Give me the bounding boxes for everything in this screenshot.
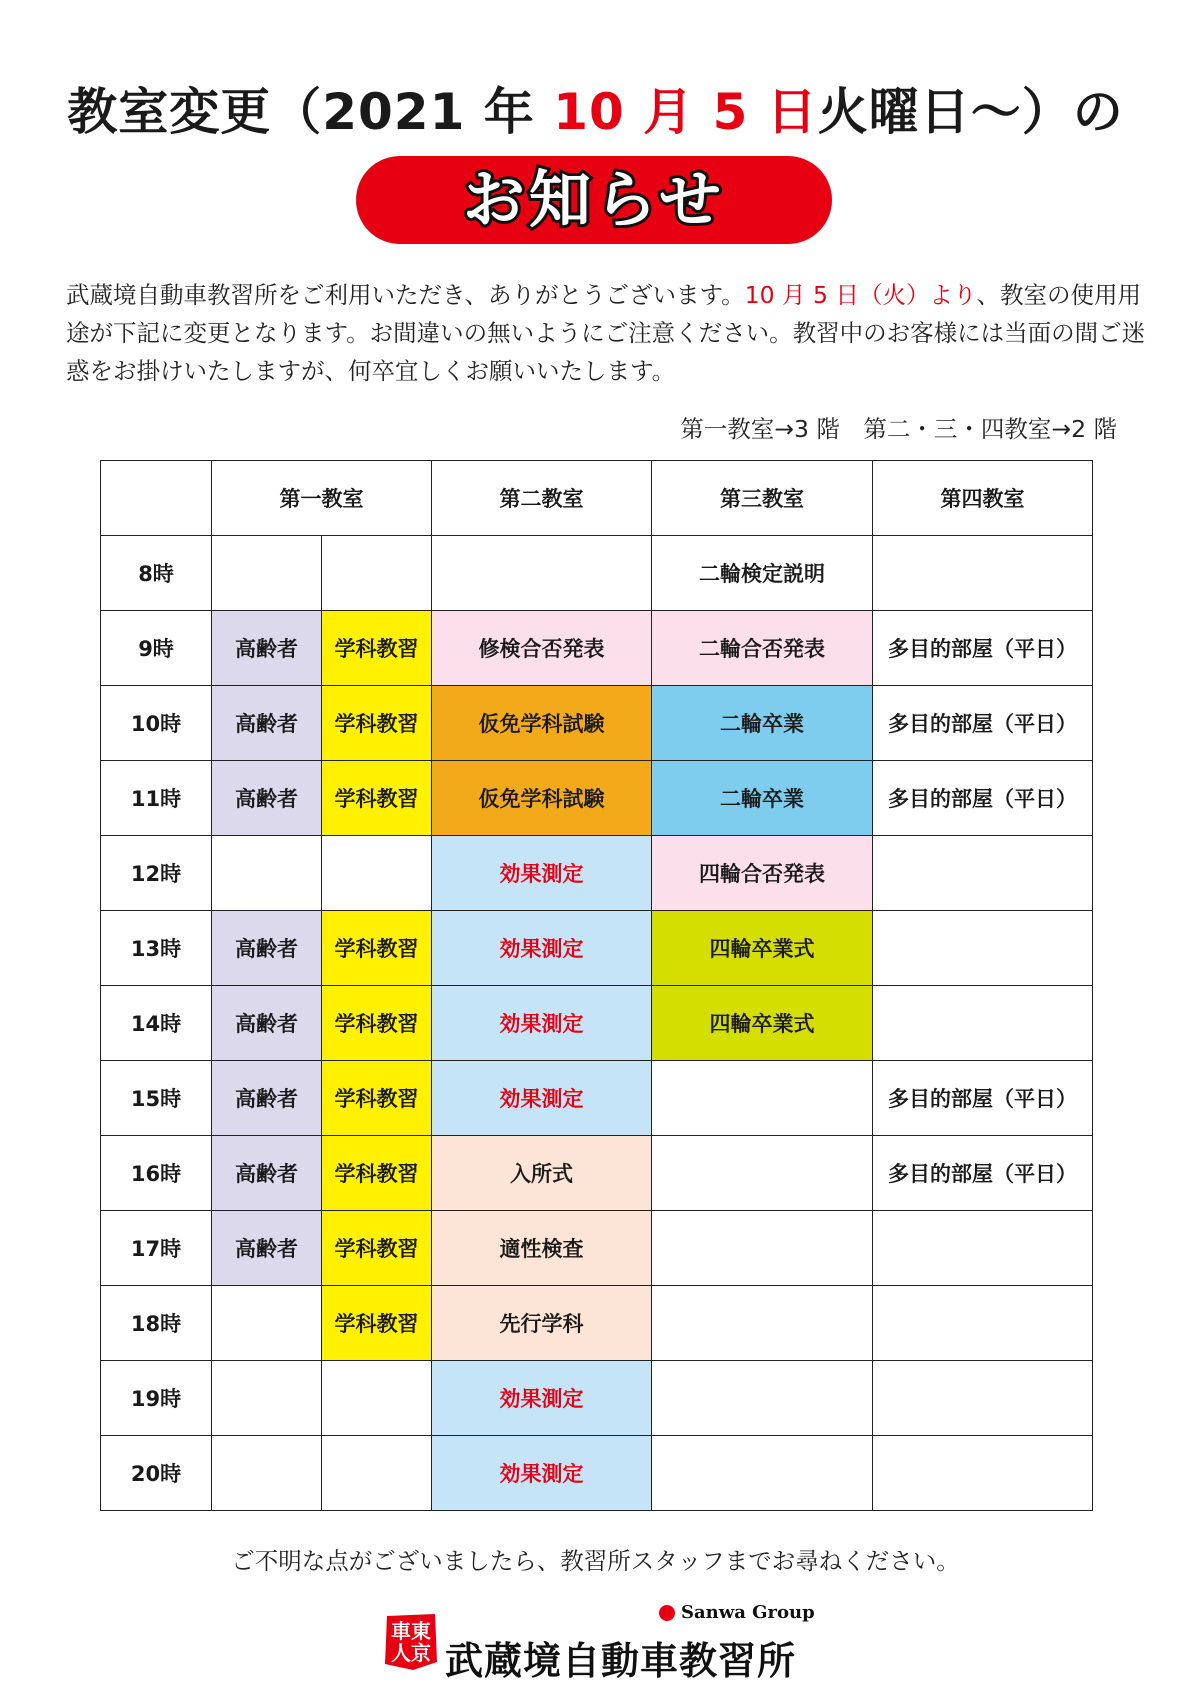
school-logo	[383, 1602, 823, 1683]
table-row	[101, 536, 1093, 611]
room-3-cell	[652, 1436, 873, 1511]
intro-text-1: 武蔵境自動車教習所をご利用いただき、ありがとうございます。	[66, 281, 745, 309]
sanwa-group	[659, 1602, 815, 1623]
floor-note: 第一教室→3 階 第二・三・四教室→2 階	[680, 415, 1117, 443]
room-3-cell: 二輪卒業	[652, 686, 873, 761]
room-2-cell: 適性検査	[432, 1211, 652, 1286]
room-1-a-cell	[212, 836, 322, 911]
room-1-b-cell	[322, 536, 432, 611]
room-2-cell: 仮免学科試験	[432, 686, 652, 761]
room-1-a-cell: 高齢者	[212, 1136, 322, 1211]
notice-badge-label: お知らせ	[462, 163, 726, 236]
table-row	[101, 611, 1093, 686]
room-2-cell: 効果測定	[432, 1436, 652, 1511]
room-3-cell	[652, 1061, 873, 1136]
room-1-b-cell: 学科教習	[322, 1211, 432, 1286]
schedule-table	[100, 460, 1093, 1511]
room-4-cell	[873, 836, 1093, 911]
room-1-b-cell	[322, 1436, 432, 1511]
room-3-cell: 四輪卒業式	[652, 986, 873, 1061]
table-row	[101, 911, 1093, 986]
title-date: 10 月 5 日	[553, 83, 818, 141]
room-2-cell: 修検合否発表	[432, 611, 652, 686]
room-1-a-cell: 高齢者	[212, 1211, 322, 1286]
room-4-cell	[873, 1436, 1093, 1511]
table-header-row	[101, 461, 1093, 536]
room-1-b-cell: 学科教習	[322, 1136, 432, 1211]
time-cell: 17時	[101, 1211, 212, 1286]
room-1-a-cell: 高齢者	[212, 686, 322, 761]
time-cell: 18時	[101, 1286, 212, 1361]
page-title	[0, 80, 1191, 144]
room-4-cell	[873, 536, 1093, 611]
room-1-b-cell: 学科教習	[322, 1061, 432, 1136]
time-cell: 15時	[101, 1061, 212, 1136]
header-corner	[101, 461, 212, 536]
room-1-a-cell: 高齢者	[212, 986, 322, 1061]
room-4-cell: 多目的部屋（平日）	[873, 761, 1093, 836]
room-2-cell: 先行学科	[432, 1286, 652, 1361]
room-1-b-cell	[322, 1361, 432, 1436]
table-row	[101, 1361, 1093, 1436]
sanwa-icon	[659, 1605, 675, 1621]
table-row	[101, 1436, 1093, 1511]
room-1-b-cell: 学科教習	[322, 911, 432, 986]
header-room-1: 第一教室	[212, 461, 432, 536]
room-4-cell: 多目的部屋（平日）	[873, 611, 1093, 686]
room-4-cell: 多目的部屋（平日）	[873, 1136, 1093, 1211]
room-1-a-cell: 高齢者	[212, 911, 322, 986]
room-1-b-cell: 学科教習	[322, 611, 432, 686]
title-part1: 教室変更（2021 年	[67, 83, 554, 141]
time-cell: 10時	[101, 686, 212, 761]
room-4-cell	[873, 986, 1093, 1061]
room-3-cell: 二輪検定説明	[652, 536, 873, 611]
intro-text-3: 、教室の使用用途が下記に変更となります。お間違いの無いようにご注意ください。教習中のお客様には当面の間ご迷惑をお掛けいたしますが、何卒宜しくお願いいたします。	[66, 281, 1146, 385]
table-row	[101, 1061, 1093, 1136]
room-2-cell: 効果測定	[432, 986, 652, 1061]
school-mark-icon	[383, 1612, 439, 1672]
time-cell: 19時	[101, 1361, 212, 1436]
room-3-cell	[652, 1136, 873, 1211]
room-2-cell: 仮免学科試験	[432, 761, 652, 836]
room-3-cell: 二輪合否発表	[652, 611, 873, 686]
time-cell: 16時	[101, 1136, 212, 1211]
room-4-cell	[873, 911, 1093, 986]
room-1-b-cell	[322, 836, 432, 911]
room-1-b-cell: 学科教習	[322, 1286, 432, 1361]
room-3-cell	[652, 1286, 873, 1361]
table-row	[101, 1211, 1093, 1286]
table-row	[101, 761, 1093, 836]
time-cell: 8時	[101, 536, 212, 611]
time-cell: 13時	[101, 911, 212, 986]
room-3-cell: 二輪卒業	[652, 761, 873, 836]
room-1-a-cell: 高齢者	[212, 1061, 322, 1136]
room-1-a-cell: 高齢者	[212, 611, 322, 686]
table-row	[101, 836, 1093, 911]
title-part3: 火曜日〜）の	[817, 83, 1124, 141]
room-4-cell: 多目的部屋（平日）	[873, 686, 1093, 761]
table-row	[101, 986, 1093, 1061]
header-room-4: 第四教室	[873, 461, 1093, 536]
room-1-a-cell	[212, 1286, 322, 1361]
room-4-cell: 多目的部屋（平日）	[873, 1061, 1093, 1136]
svg-text:車東: 車東	[391, 1619, 431, 1643]
room-1-a-cell	[212, 1436, 322, 1511]
room-4-cell	[873, 1286, 1093, 1361]
table-row	[101, 686, 1093, 761]
room-2-cell: 効果測定	[432, 1361, 652, 1436]
room-3-cell: 四輪合否発表	[652, 836, 873, 911]
room-2-cell: 効果測定	[432, 911, 652, 986]
room-4-cell	[873, 1361, 1093, 1436]
header-room-2: 第二教室	[432, 461, 652, 536]
room-1-b-cell: 学科教習	[322, 986, 432, 1061]
time-cell: 11時	[101, 761, 212, 836]
time-cell: 9時	[101, 611, 212, 686]
sanwa-group-label: Sanwa Group	[681, 1602, 815, 1623]
time-cell: 12時	[101, 836, 212, 911]
svg-text:人京: 人京	[391, 1641, 431, 1665]
time-cell: 14時	[101, 986, 212, 1061]
room-4-cell	[873, 1211, 1093, 1286]
room-3-cell: 四輪卒業式	[652, 911, 873, 986]
notice-badge	[356, 156, 832, 244]
room-1-a-cell: 高齢者	[212, 761, 322, 836]
room-2-cell: 効果測定	[432, 836, 652, 911]
room-1-b-cell: 学科教習	[322, 686, 432, 761]
intro-paragraph	[66, 276, 1146, 390]
table-row	[101, 1136, 1093, 1211]
room-3-cell	[652, 1211, 873, 1286]
room-2-cell: 入所式	[432, 1136, 652, 1211]
room-1-a-cell	[212, 1361, 322, 1436]
school-name: 武蔵境自動車教習所	[445, 1639, 797, 1683]
room-2-cell	[432, 536, 652, 611]
footer-note: ご不明な点がございましたら、教習所スタッフまでお尋ねください。	[231, 1547, 960, 1575]
time-cell: 20時	[101, 1436, 212, 1511]
room-2-cell: 効果測定	[432, 1061, 652, 1136]
room-1-b-cell: 学科教習	[322, 761, 432, 836]
table-row	[101, 1286, 1093, 1361]
header-room-3: 第三教室	[652, 461, 873, 536]
room-3-cell	[652, 1361, 873, 1436]
room-1-a-cell	[212, 536, 322, 611]
intro-date: 10 月 5 日（火）より	[744, 281, 977, 309]
